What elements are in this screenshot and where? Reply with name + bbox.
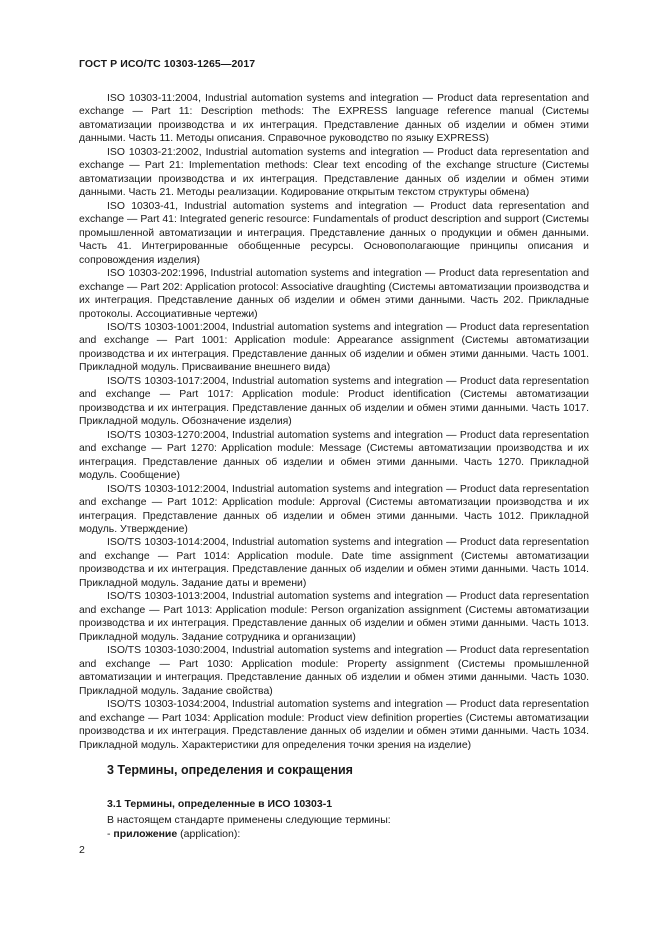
reference-item: ISO/TS 10303-1270:2004, Industrial automation systems and integration — Product data representation and exchange — Part 1270: Application module: Message (Системы автоматизации производства и их интеграция. Представление данных об изделии и обмен этими данными. Часть 1270. Прикладной модуль. Сообщение)	[79, 429, 589, 482]
reference-item: ISO 10303-202:1996, Industrial automation systems and integration — Product data representation and exchange — Part 202: Application protocol: Associative draughting (Системы автоматизации производства и их интеграция. Представление данных об изделии и обмен этими данными. Часть 202. Прикладные протоколы. Ассоциативные чертежи)	[79, 268, 589, 320]
reference-item: ISO/TS 10303-1034:2004, Industrial automation systems and integration — Product data representation and exchange — Part 1034: Application module: Product view definition properties (Системы автоматизации производства и их интеграция. Представление данных об изделии и обмен этими данными. Часть 1034. Прикладной модуль. Характеристики для определения точки зрения на изделие)	[79, 699, 589, 751]
normative-references	[79, 92, 589, 752]
section-title: 3 Термины, определения и сокращения	[107, 763, 353, 777]
reference-item: ISO 10303-41, Industrial automation systems and integration — Product data representation and exchange — Part 41: Integrated generic resource: Fundamentals of product description and support (Системы промышленной автоматизации и интеграция. Представление данных о продукции и обмен данными. Часть 41. Интегрированные обобщенные ресурсы. Основополагающие принципы описания и сопровождения изделия)	[79, 200, 589, 266]
reference-item: ISO/TS 10303-1017:2004, Industrial automation systems and integration — Product data representation and exchange — Part 1017: Application module: Product identification (Системы автоматизации производства и их интеграция. Представление данных об изделии и обмен этими данными. Часть 1017. Прикладной модуль. Обозначение изделия)	[79, 375, 589, 428]
term-bullet: -	[107, 828, 114, 840]
term-name: приложение	[113, 828, 178, 840]
term-english: (application):	[177, 828, 241, 840]
term-entry	[107, 827, 240, 841]
reference-item: ISO 10303-11:2004, Industrial automation systems and integration — Product data representation and exchange — Part 11: Description methods: The EXPRESS language reference manual (Системы автоматизации производства и их интеграция. Представление данных об изделии и обмен этими данными. Часть 11. Методы описания. Справочное руководство по языку EXPRESS)	[79, 93, 589, 145]
reference-item: ISO/TS 10303-1001:2004, Industrial automation systems and integration — Product data representation and exchange — Part 1001: Application module: Appearance assignment (Системы автоматизации производства и их интеграция. Представление данных об изделии и обмен этими данными. Часть 1001. Прикладной модуль. Присваивание внешнего вида)	[79, 321, 589, 374]
reference-item: ISO/TS 10303-1013:2004, Industrial automation systems and integration — Product data representation and exchange — Part 1013: Application module: Person organization assignment (Системы автоматизации производства и их интеграция. Представление данных об изделии и обмен этими данными. Часть 1013. Прикладной модуль. Задание сотрудника и организации)	[79, 591, 589, 643]
intro-paragraph: В настоящем стандарте применены следующие термины:	[107, 814, 391, 826]
page-number: 2	[79, 844, 85, 856]
standard-header: ГОСТ Р ИСО/ТС 10303-1265—2017	[79, 58, 256, 70]
reference-item: ISO/TS 10303-1012:2004, Industrial automation systems and integration — Product data representation and exchange — Part 1012: Application module: Approval (Системы автоматизации производства и их интеграция. Представление данных об изделии и обмен этими данными. Часть 1012. Прикладной модуль. Утверждение)	[79, 483, 589, 535]
reference-item: ISO 10303-21:2002, Industrial automation systems and integration — Product data representation and exchange — Part 21: Implementation methods: Clear text encoding of the exchange structure (Системы автоматизации производства и их интеграция. Представление данных об изделии и обмен этими данными. Часть 21. Методы реализации. Кодирование открытым текстом структуры обмена)	[79, 146, 589, 199]
reference-item: ISO/TS 10303-1030:2004, Industrial automation systems and integration — Product data representation and exchange — Part 1030: Application module: Property assignment (Системы промышленной автоматизации и интеграция. Представление данных об изделии и обмен этими данными. Часть 1030. Прикладной модуль. Задание свойства)	[79, 645, 589, 697]
reference-item: ISO/TS 10303-1014:2004, Industrial automation systems and integration — Product data representation and exchange — Part 1014: Application module. Date time assignment (Системы автоматизации производства и их интеграция. Представление данных об изделии и обмен этими данными. Часть 1014. Прикладной модуль. Задание даты и времени)	[79, 537, 589, 589]
subsection-title: 3.1 Термины, определенные в ИСО 10303-1	[107, 798, 333, 810]
